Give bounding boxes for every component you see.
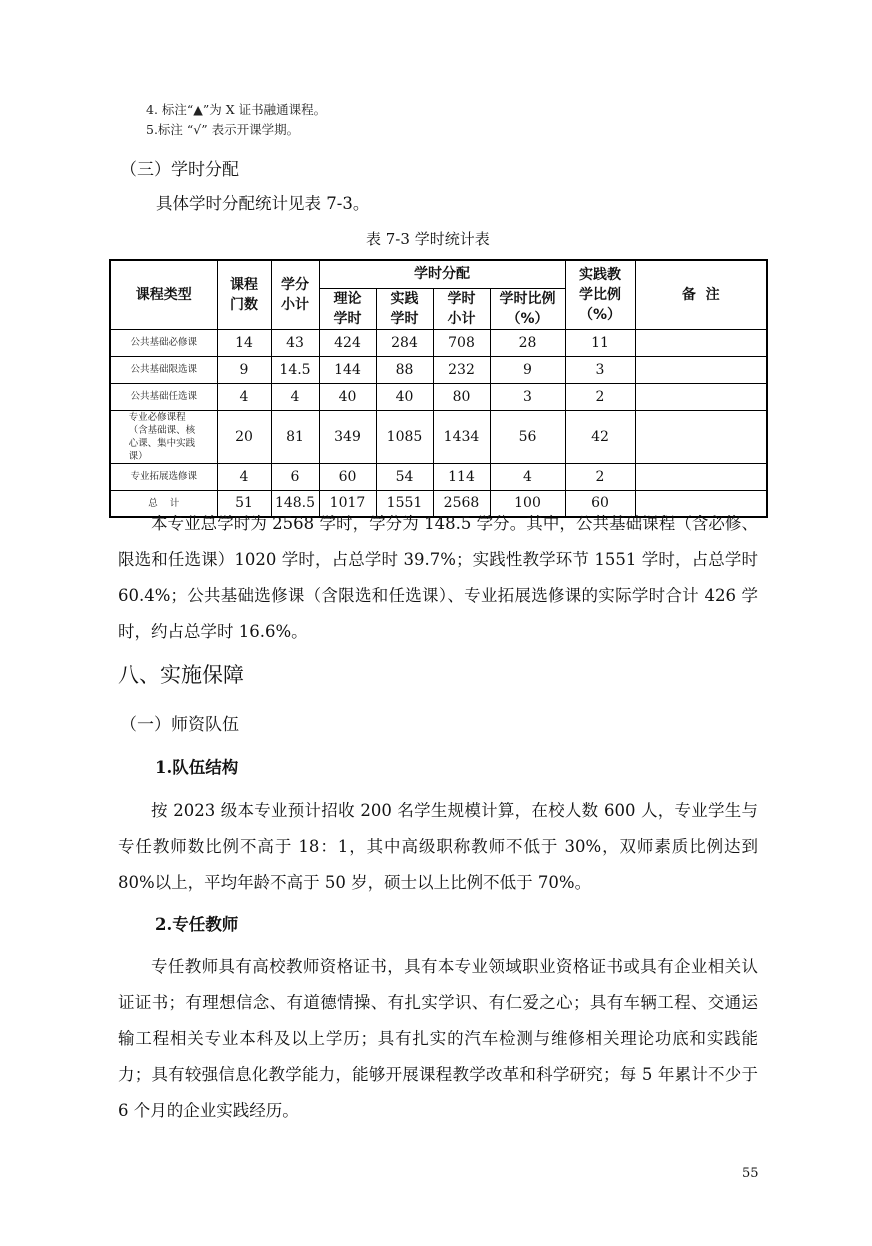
cell-count: 14: [217, 329, 271, 356]
cell-theory: 424: [319, 329, 376, 356]
item1-title: 1.队伍结构: [155, 758, 239, 777]
cell-theory: 144: [319, 356, 376, 383]
item2-text: 专任教师具有高校教师资格证书，具有本专业领域职业资格证书或具有企业相关认证证书；有理想信念、有道德情操、有扎实学识、有仁爱之心；具有车辆工程、交通运输工程相关专业本科及以上学历；具有扎实的汽车检测与维修相关理论功底和实践能力；具有较强信息化教学能力，能够开展课程教学改革和科学研究；每 5 年累计不少于 6 个月的企业实践经历。: [118, 957, 758, 1120]
cell-practice-ratio: 2: [565, 463, 635, 490]
section-heading: （三）学时分配: [120, 160, 239, 180]
cell-remarks: [635, 463, 767, 490]
cell-practice: 1085: [376, 410, 433, 463]
cell-remarks: [635, 356, 767, 383]
th-hour-subtotal: 学时小计: [433, 288, 490, 329]
cell-subtotal: 80: [433, 383, 490, 410]
cell-practice-ratio: 42: [565, 410, 635, 463]
th-credits: 学分小计: [271, 260, 319, 329]
cell-practice-ratio: 3: [565, 356, 635, 383]
cell-credits: 81: [271, 410, 319, 463]
table-row: [110, 383, 767, 410]
cell-count: 51: [217, 490, 271, 517]
cell-count: 20: [217, 410, 271, 463]
cell-ratio: 56: [490, 410, 565, 463]
cell-type: 专业必修课程（含基础课、核心课、集中实践课）: [110, 410, 217, 463]
cell-practice-ratio: 11: [565, 329, 635, 356]
subsection-heading: （一）师资队伍: [120, 715, 239, 735]
cell-remarks: [635, 410, 767, 463]
table-row: [110, 329, 767, 356]
cell-practice: 88: [376, 356, 433, 383]
section-intro: 具体学时分配统计见表 7-3。: [156, 194, 370, 213]
th-course-type: 课程类型: [110, 260, 217, 329]
cell-ratio: 9: [490, 356, 565, 383]
cell-type: 公共基础任选课: [110, 383, 217, 410]
cell-subtotal: 708: [433, 329, 490, 356]
note-4: 4. 标注“▲”为 X 证书融通课程。: [146, 102, 327, 117]
cell-practice: 54: [376, 463, 433, 490]
cell-ratio: 3: [490, 383, 565, 410]
cell-ratio: 100: [490, 490, 565, 517]
cell-credits: 6: [271, 463, 319, 490]
table-row: [110, 410, 767, 463]
cell-practice: 40: [376, 383, 433, 410]
table-row: [110, 463, 767, 490]
cell-practice-ratio: 60: [565, 490, 635, 517]
th-practice-hours: 实践学时: [376, 288, 433, 329]
cell-remarks: [635, 383, 767, 410]
cell-subtotal: 2568: [433, 490, 490, 517]
cell-subtotal: 114: [433, 463, 490, 490]
th-hour-ratio: 学时比例（%）: [490, 288, 565, 329]
table-row: [110, 356, 767, 383]
page-number: 55: [742, 1166, 759, 1181]
cell-count: 4: [217, 463, 271, 490]
item2-title: 2.专任教师: [155, 915, 239, 934]
cell-ratio: 28: [490, 329, 565, 356]
cell-type: 公共基础必修课: [110, 329, 217, 356]
cell-credits: 4: [271, 383, 319, 410]
cell-type: 专业拓展选修课: [110, 463, 217, 490]
item1-text: 按 2023 级本专业预计招收 200 名学生规模计算，在校人数 600 人，专业学生与专任教师数比例不高于 18：1，其中高级职称教师不低于 30%，双师素质比例达到 80%以上，平均年龄不高于 50 岁，硕士以上比例不低于 70%。: [118, 801, 758, 892]
th-practice-ratio: 实践教学比例（%）: [565, 260, 635, 329]
cell-credits: 14.5: [271, 356, 319, 383]
table-caption: 表 7-3 学时统计表: [366, 230, 490, 248]
cell-count: 4: [217, 383, 271, 410]
cell-subtotal: 232: [433, 356, 490, 383]
note-5: 5.标注 “√” 表示开课学期。: [146, 122, 300, 137]
cell-theory: 60: [319, 463, 376, 490]
cell-subtotal: 1434: [433, 410, 490, 463]
summary-paragraph: 本专业总学时为 2568 学时，学分为 148.5 学分。其中，公共基础课程（含必修、限选和任选课）1020 学时，占总学时 39.7%；实践性教学环节 1551 学时，占总学时 60.4%；公共基础选修课（含限选和任选课）、专业拓展选修课的实际学时合计 426 学时，约占总学时 16.6%。: [118, 514, 758, 641]
cell-theory: 1017: [319, 490, 376, 517]
cell-credits: 43: [271, 329, 319, 356]
th-theory-hours: 理论学时: [319, 288, 376, 329]
cell-type: 公共基础限选课: [110, 356, 217, 383]
cell-ratio: 4: [490, 463, 565, 490]
cell-count: 9: [217, 356, 271, 383]
th-hour-allocation: 学时分配: [319, 260, 565, 288]
cell-credits: 148.5: [271, 490, 319, 517]
chapter-heading: 八、实施保障: [118, 663, 244, 687]
cell-theory: 349: [319, 410, 376, 463]
cell-practice: 284: [376, 329, 433, 356]
cell-type: 总 计: [110, 490, 217, 517]
cell-theory: 40: [319, 383, 376, 410]
hours-table: [109, 259, 768, 518]
cell-practice: 1551: [376, 490, 433, 517]
cell-practice-ratio: 2: [565, 383, 635, 410]
th-course-count: 课程门数: [217, 260, 271, 329]
cell-remarks: [635, 329, 767, 356]
th-remarks: 备 注: [635, 260, 767, 329]
